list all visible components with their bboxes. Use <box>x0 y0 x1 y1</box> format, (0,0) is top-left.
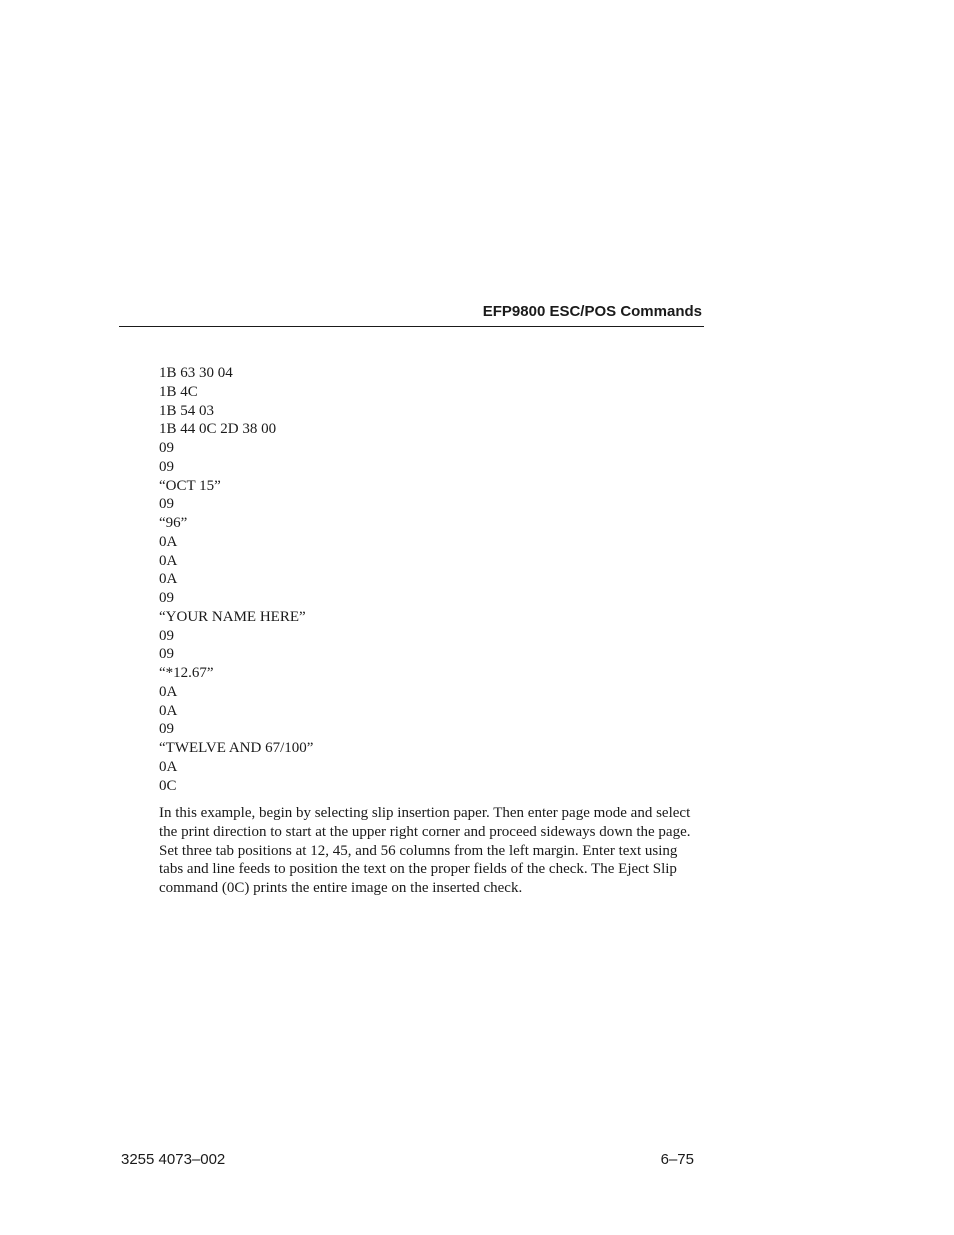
code-line: 0A <box>159 571 178 588</box>
code-line: “*12.67” <box>159 665 214 681</box>
footer-page-number: 6–75 <box>660 1151 694 1168</box>
code-line: “96” <box>159 515 188 531</box>
code-line: 09 <box>159 590 174 606</box>
code-line: 0C <box>159 777 177 794</box>
code-line: 09 <box>159 627 174 644</box>
code-line: 1B 63 30 04 <box>159 365 233 381</box>
code-line: 09 <box>159 496 174 513</box>
code-line: 0A <box>159 702 178 719</box>
example-explanation-paragraph: In this example, begin by selecting slip insertion paper. Then enter page mode and select the print direction to start at the upper right corner and proceed sideways down the page. Set three tab positions at 12, 45, and 56 columns from the left margin. Enter text using tabs and line feeds to position the text on the proper fields of the check. The Eject Slip command (0C) prints the entire image on the inserted check. <box>159 805 691 896</box>
code-line: 1B 44 0C 2D 38 00 <box>159 421 277 438</box>
code-line: 09 <box>159 440 174 456</box>
header-rule <box>119 326 704 327</box>
code-line: “OCT 15” <box>159 477 221 494</box>
running-header-title: EFP9800 ESC/POS Commands <box>482 303 702 320</box>
code-line: 09 <box>159 646 174 663</box>
footer-document-number: 3255 4073–002 <box>121 1151 226 1168</box>
code-line: 0A <box>159 758 178 775</box>
code-line: 1B 4C <box>159 383 198 400</box>
code-line: 1B 54 03 <box>159 402 215 419</box>
code-line: 09 <box>159 458 174 475</box>
code-line: “TWELVE AND 67/100” <box>159 740 314 756</box>
code-line: 09 <box>159 721 174 738</box>
code-line: “YOUR NAME HERE” <box>159 608 306 625</box>
code-line: 0A <box>159 683 178 700</box>
code-line: 0A <box>159 533 178 550</box>
code-line: 0A <box>159 552 178 569</box>
hex-command-sequence <box>159 364 313 795</box>
